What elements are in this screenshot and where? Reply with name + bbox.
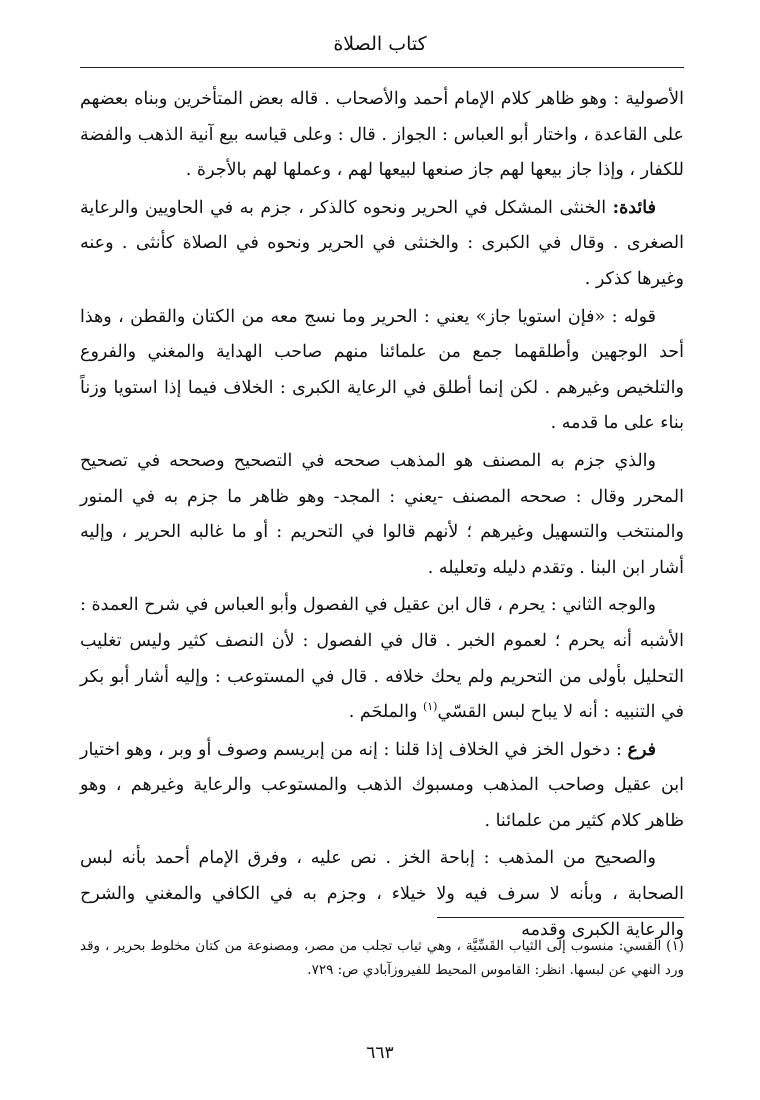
branch-keyword: فرع bbox=[627, 739, 656, 760]
paragraph-text: والذي جزم به المصنف هو المذهب صححه في التصحيح وصححه في تصحيح المحرر وقال : صححه المصنف -يعني : المجد- وهو ظاهر ما جزم به في المنور والمنتخب والتسهيل وغيرهم ؛ لأنهم قالوا في التحريم : أو ما غالبه الحرير ، وإليه أشار ابن البنا . وتقدم دليله وتعليله . bbox=[80, 450, 684, 578]
note-keyword: فائدة: bbox=[612, 197, 656, 218]
footnote-reference[interactable]: (١) bbox=[422, 700, 438, 714]
paragraph-text: الخنثى المشكل في الحرير ونحوه كالذكر ، جزم به في الحاويين والرعاية الصغرى . وقال في الكبرى : والخنثى في الحرير ونحوه في الصلاة كأنثى . وعنه وغيرها كذكر . bbox=[80, 197, 684, 289]
paragraph-text: والصحيح من المذهب : إباحة الخز . نص عليه ، وفرق الإمام أحمد بأنه لبس الصحابة ، وبأنه لا سرف فيه ولا خيلاء ، وجزم به في الكافي والمغني والشرح والرعاية الكبرى وقدمه bbox=[80, 848, 684, 940]
paragraph-text: والوجه الثاني : يحرم ، قال ابن عقيل في الفصول وأبو العباس في شرح العمدة : الأشبه أنه يحرم ؛ لعموم الخبر . قال في الفصول : لأن النصف كثير وليس تغليب التحليل بأولى من التحريم ولم يحك خلافه . قال في المستوعب : وإليه أشار أبو بكر في التنبيه : أنه لا يباح لبس القسّي bbox=[80, 595, 684, 723]
paragraph-text: قوله : «فإن استويا جاز» يعني : الحرير وما نسج معه من الكتان والقطن ، وهذا أحد الوجهين وأطلقهما جمع من علمائنا منهم صاحب الهداية والمغني والفروع والتلخيص وغيرهم . لكن إنما أطلق في الرعاية الكبرى : الخلاف فيما إذا استويا وزناً بناء على ما قدمه . bbox=[80, 306, 684, 434]
paragraph bbox=[80, 82, 684, 189]
paragraph-text-continued: والملحَم . bbox=[348, 702, 423, 723]
footnote: (١) القسي: منسوب إلى الثياب القَسِّيَّة ، وهي ثياب تجلب من مصر، ومصنوعة من كتان مخلوط بحرير ، وقد ورد النهي عن لبسها. انظر: القاموس المحيط للفيروزآبادي ص: ٧٢٩. bbox=[80, 938, 684, 978]
paragraph-text: الأصولية : وهو ظاهر كلام الإمام أحمد والأصحاب . قاله بعض المتأخرين وبناه بعضهم على القاعدة ، واختار أبو العباس : الجواز . قال : وعلى قياسه بيع آنية الذهب والفضة للكفار ، وإذا جاز بيعها لهم جاز صنعها لبيعها لهم ، وعملها لهم بالأجرة . bbox=[80, 89, 684, 181]
paragraph-text: : دخول الخز في الخلاف إذا قلنا : إنه من إبريسم وصوف أو وبر ، وهو اختيار ابن عقيل وصاحب المذهب ومسبوك الذهب والمستوعب والرعاية وغيرهم ، وهو ظاهر كلام كثير من علمائنا . bbox=[80, 739, 684, 831]
paragraph bbox=[80, 300, 684, 442]
paragraph-branch bbox=[80, 733, 684, 840]
page-number: ٦٦٣ bbox=[366, 1043, 394, 1063]
paragraph-note bbox=[80, 191, 684, 298]
footnotes bbox=[80, 934, 684, 982]
header-rule bbox=[80, 67, 684, 68]
running-header-title: كتاب الصلاة bbox=[333, 33, 427, 55]
paragraph bbox=[80, 588, 684, 730]
footnote-rule bbox=[437, 917, 684, 918]
main-text bbox=[80, 82, 684, 950]
paragraph bbox=[80, 841, 684, 948]
paragraph bbox=[80, 444, 684, 586]
